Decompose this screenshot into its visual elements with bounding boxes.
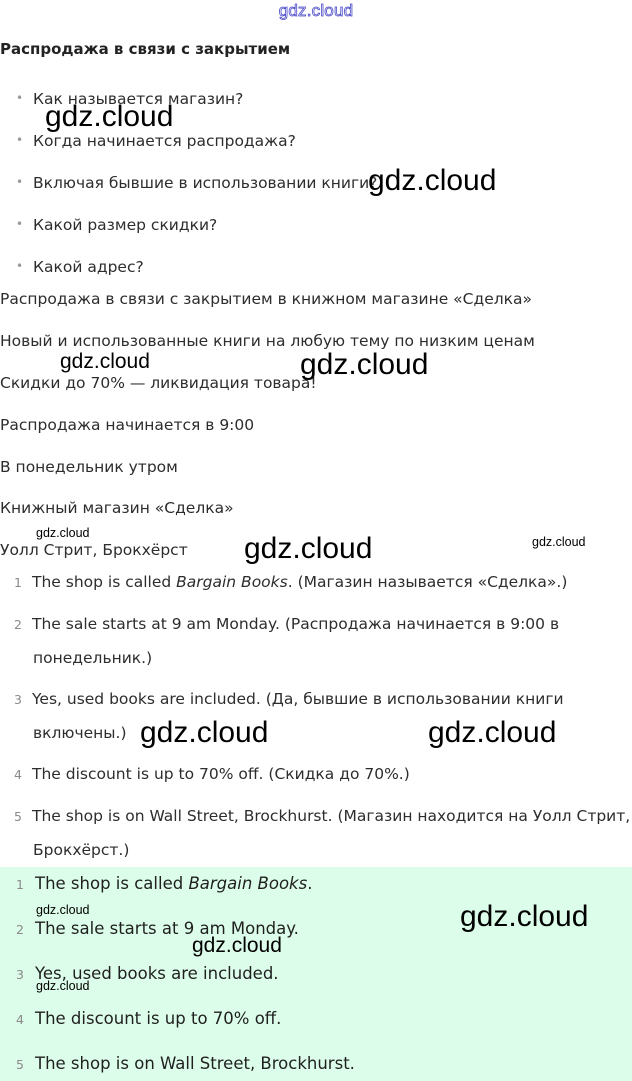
watermark: gdz.cloud [60, 350, 150, 373]
watermark: gdz.cloud [244, 532, 373, 565]
watermark: gdz.cloud [36, 903, 90, 917]
list-item: 4 The discount is up to 70% off. (Скидка до 70%.) [14, 765, 410, 783]
list-item: • Какой адрес? [16, 258, 144, 276]
watermark: gdz.cloud [532, 535, 586, 549]
site-logo[interactable]: gdz.cloud [278, 1, 354, 20]
bullet-icon: • [16, 175, 24, 189]
ad-line: Уолл Стрит, Брокхёрст [0, 541, 188, 559]
bullet-icon: • [16, 133, 24, 147]
bullet-icon: • [16, 91, 24, 105]
watermark: gdz.cloud [45, 100, 174, 133]
watermark: gdz.cloud [36, 526, 90, 540]
watermark: gdz.cloud [192, 934, 282, 957]
list-item-continuation: включены.) [33, 724, 127, 742]
watermark: gdz.cloud [300, 348, 429, 381]
list-item: 5 The shop is on Wall Street, Brockhurst. (Магазин находится на Уолл Стрит, [14, 807, 631, 825]
list-item: 2 The sale starts at 9 am Monday. [16, 919, 299, 938]
list-item: • Какой размер скидки? [16, 216, 218, 234]
ad-line: В понедельник утром [0, 458, 178, 476]
list-item-continuation: понедельник.) [33, 649, 153, 667]
watermark: gdz.cloud [368, 164, 497, 197]
list-item: • Включая бывшие в использовании книги? [16, 174, 378, 192]
ad-line: Распродажа начинается в 9:00 [0, 416, 255, 434]
list-item: • Когда начинается распродажа? [16, 132, 296, 150]
list-item: 5 The shop is on Wall Street, Brockhurst. [16, 1054, 355, 1073]
list-item: • Как называется магазин? [16, 90, 244, 108]
ad-line: Распродажа в связи с закрытием в книжном магазине «Сделка» [0, 290, 532, 308]
ad-line: Книжный магазин «Сделка» [0, 499, 234, 517]
list-item: 4 The discount is up to 70% off. [16, 1009, 282, 1028]
bullet-icon: • [16, 217, 24, 231]
watermark: gdz.cloud [460, 900, 589, 933]
watermark: gdz.cloud [140, 716, 269, 749]
list-item: 1 The shop is called Bargain Books. (Магазин называется «Сделка».) [14, 573, 568, 591]
ad-line: Новый и использованные книги на любую тему по низким ценам [0, 332, 535, 350]
watermark: gdz.cloud [36, 979, 90, 993]
watermark: gdz.cloud [428, 716, 557, 749]
list-item: 1 The shop is called Bargain Books. [16, 874, 313, 893]
list-item: 2 The sale starts at 9 am Monday. (Распродажа начинается в 9:00 в [14, 615, 560, 633]
list-item: 3 Yes, used books are included. (Да, бывшие в использовании книги [14, 690, 564, 708]
page-title: Распродажа в связи с закрытием [0, 40, 291, 58]
list-item: 3 Yes, used books are included. [16, 964, 279, 983]
ad-line: Скидки до 70% — ликвидация товара! [0, 374, 317, 392]
bullet-icon: • [16, 259, 24, 273]
list-item-continuation: Брокхёрст.) [33, 841, 130, 859]
